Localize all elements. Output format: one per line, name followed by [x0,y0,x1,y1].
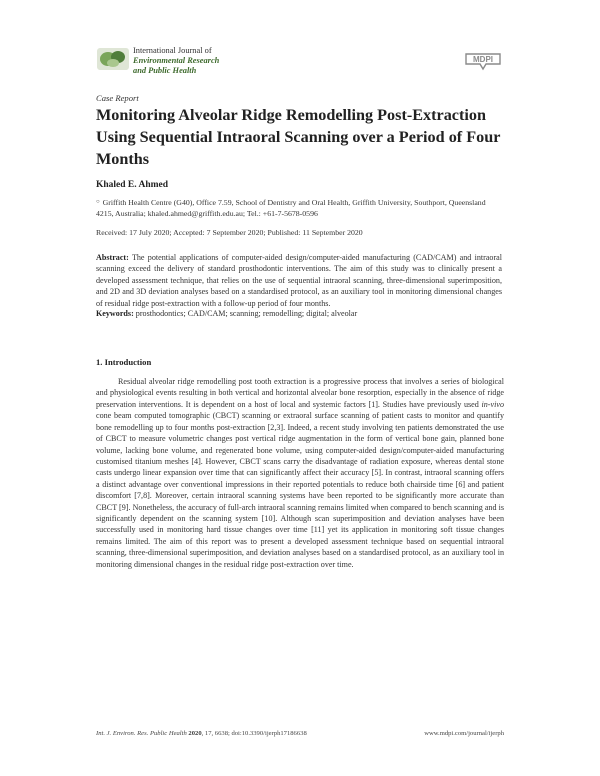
intro-text-italic: in-vivo [481,399,504,409]
keywords-text: prosthodontics; CAD/CAM; scanning; remodelling; digital; alveolar [135,309,358,318]
affiliation-text: Griffith Health Centre (G40), Office 7.59, School of Dentistry and Oral Health, Griffith University, Southport, Queensland 4215, Australia; khaled.ahmed@griffith.edu.au; Tel.: +61-7-5678-0596 [96,198,486,219]
abstract-text: The potential applications of computer-aided design/computer-aided manufacturing (CAD/CAM) and intraoral scanning exceed the delivery of standard prosthodontic interventions. The aim of this study was to clinically present a developed assessment technique, that relies on the use of sequential intraoral scanning, three-dimensional superimposition, and 2D and 3D deviation analyses based on a standardised protocol, as an auxiliary tool in monitoring dimensional changes of residual ridge post-extraction with a follow-up period of four months. [96,253,502,308]
journal-name-line3: and Public Health [133,66,197,75]
mdpi-logo-icon [462,50,504,72]
journal-name-line2: Environmental Research [133,56,220,65]
introduction-paragraph [96,376,504,570]
keywords-label: Keywords: [96,309,134,318]
footer-citation-rest: , 17, 6638; doi:10.3390/ijerph17186638 [201,730,307,737]
footer-journal-abbrev: Int. J. Environ. Res. Public Health [96,730,187,737]
journal-logo-icon [96,45,130,73]
footer-year: 2020 [188,730,202,737]
journal-name-line1: International Journal of [133,46,212,55]
affiliation-marker-icon: ○ [96,199,100,205]
abstract-label: Abstract: [96,253,129,262]
keywords [96,309,502,318]
publication-dates: Received: 17 July 2020; Accepted: 7 September 2020; Published: 11 September 2020 [96,228,363,237]
article-title: Monitoring Alveolar Ridge Remodelling Post-Extraction Using Sequential Intraoral Scanning over a Period of Four Months [96,106,501,168]
abstract [96,252,502,309]
footer-url[interactable]: www.mdpi.com/journal/ijerph [424,730,504,737]
article-type: Case Report [96,93,139,103]
journal-name [133,46,219,76]
author-name: Khaled E. Ahmed [96,180,169,190]
affiliation [96,197,502,220]
mdpi-logo-text: MDPI [473,55,493,65]
footer-citation [96,730,307,737]
intro-text-part2: cone beam computed tomographic (CBCT) scanning or extraoral surface scanning of patient casts to monitor and quantify bone remodelling up to four months post-extraction [2,3]. Indeed, a recent study involving ten patients demonstrated the use of CBCT to measure volumetric changes post vertical ridge augmentation in the form of vertical bone gain, planned bone volume, lacking bone volume, and regenerated bone volume, using computer-aided design/computer-aided manufacturing customised titanium meshes [4]. However, CBCT scans carry the disadvantage of radiation exposure, whereas dental stone casts undergo linear expansion over time that can significantly affect their accuracy [5]. In contrast, intraoral scanning offers a distinct advantage over conventional impressions in their reported potentials to reduce both chairside time [6] and patient discomfort [7,8]. Moreover, certain intraoral scanning systems have been reported to be significantly more accurate than CBCT [9]. Nonetheless, the accuracy of full-arch intraoral scanning remains limited when compared to bench scanning and is significantly dependent on the scanning system [10]. Although scan superimposition and deviation analyses have been successfully used in monitoring hard tissue changes over time [11] yet its application in monitoring soft tissue changes remains limited. The aim of this report was to present a developed assessment technique based on sequential intraoral scanning, three-dimensional superimposition, and deviation analyses based on a standardised protocol, as an auxiliary tool in monitoring dimensional changes in the residual ridge post-extraction over time. [96,411,504,569]
intro-text-part1: Residual alveolar ridge remodelling post tooth extraction is a progressive process that involves a series of biological and physiological events resulting in both vertical and horizontal alveolar bone resorption, especially in the absence of ridge preservation interventions. It is dependent on a host of local and systemic factors [1]. Studies have previously used [96,377,504,409]
section-heading-introduction: 1. Introduction [96,357,152,367]
